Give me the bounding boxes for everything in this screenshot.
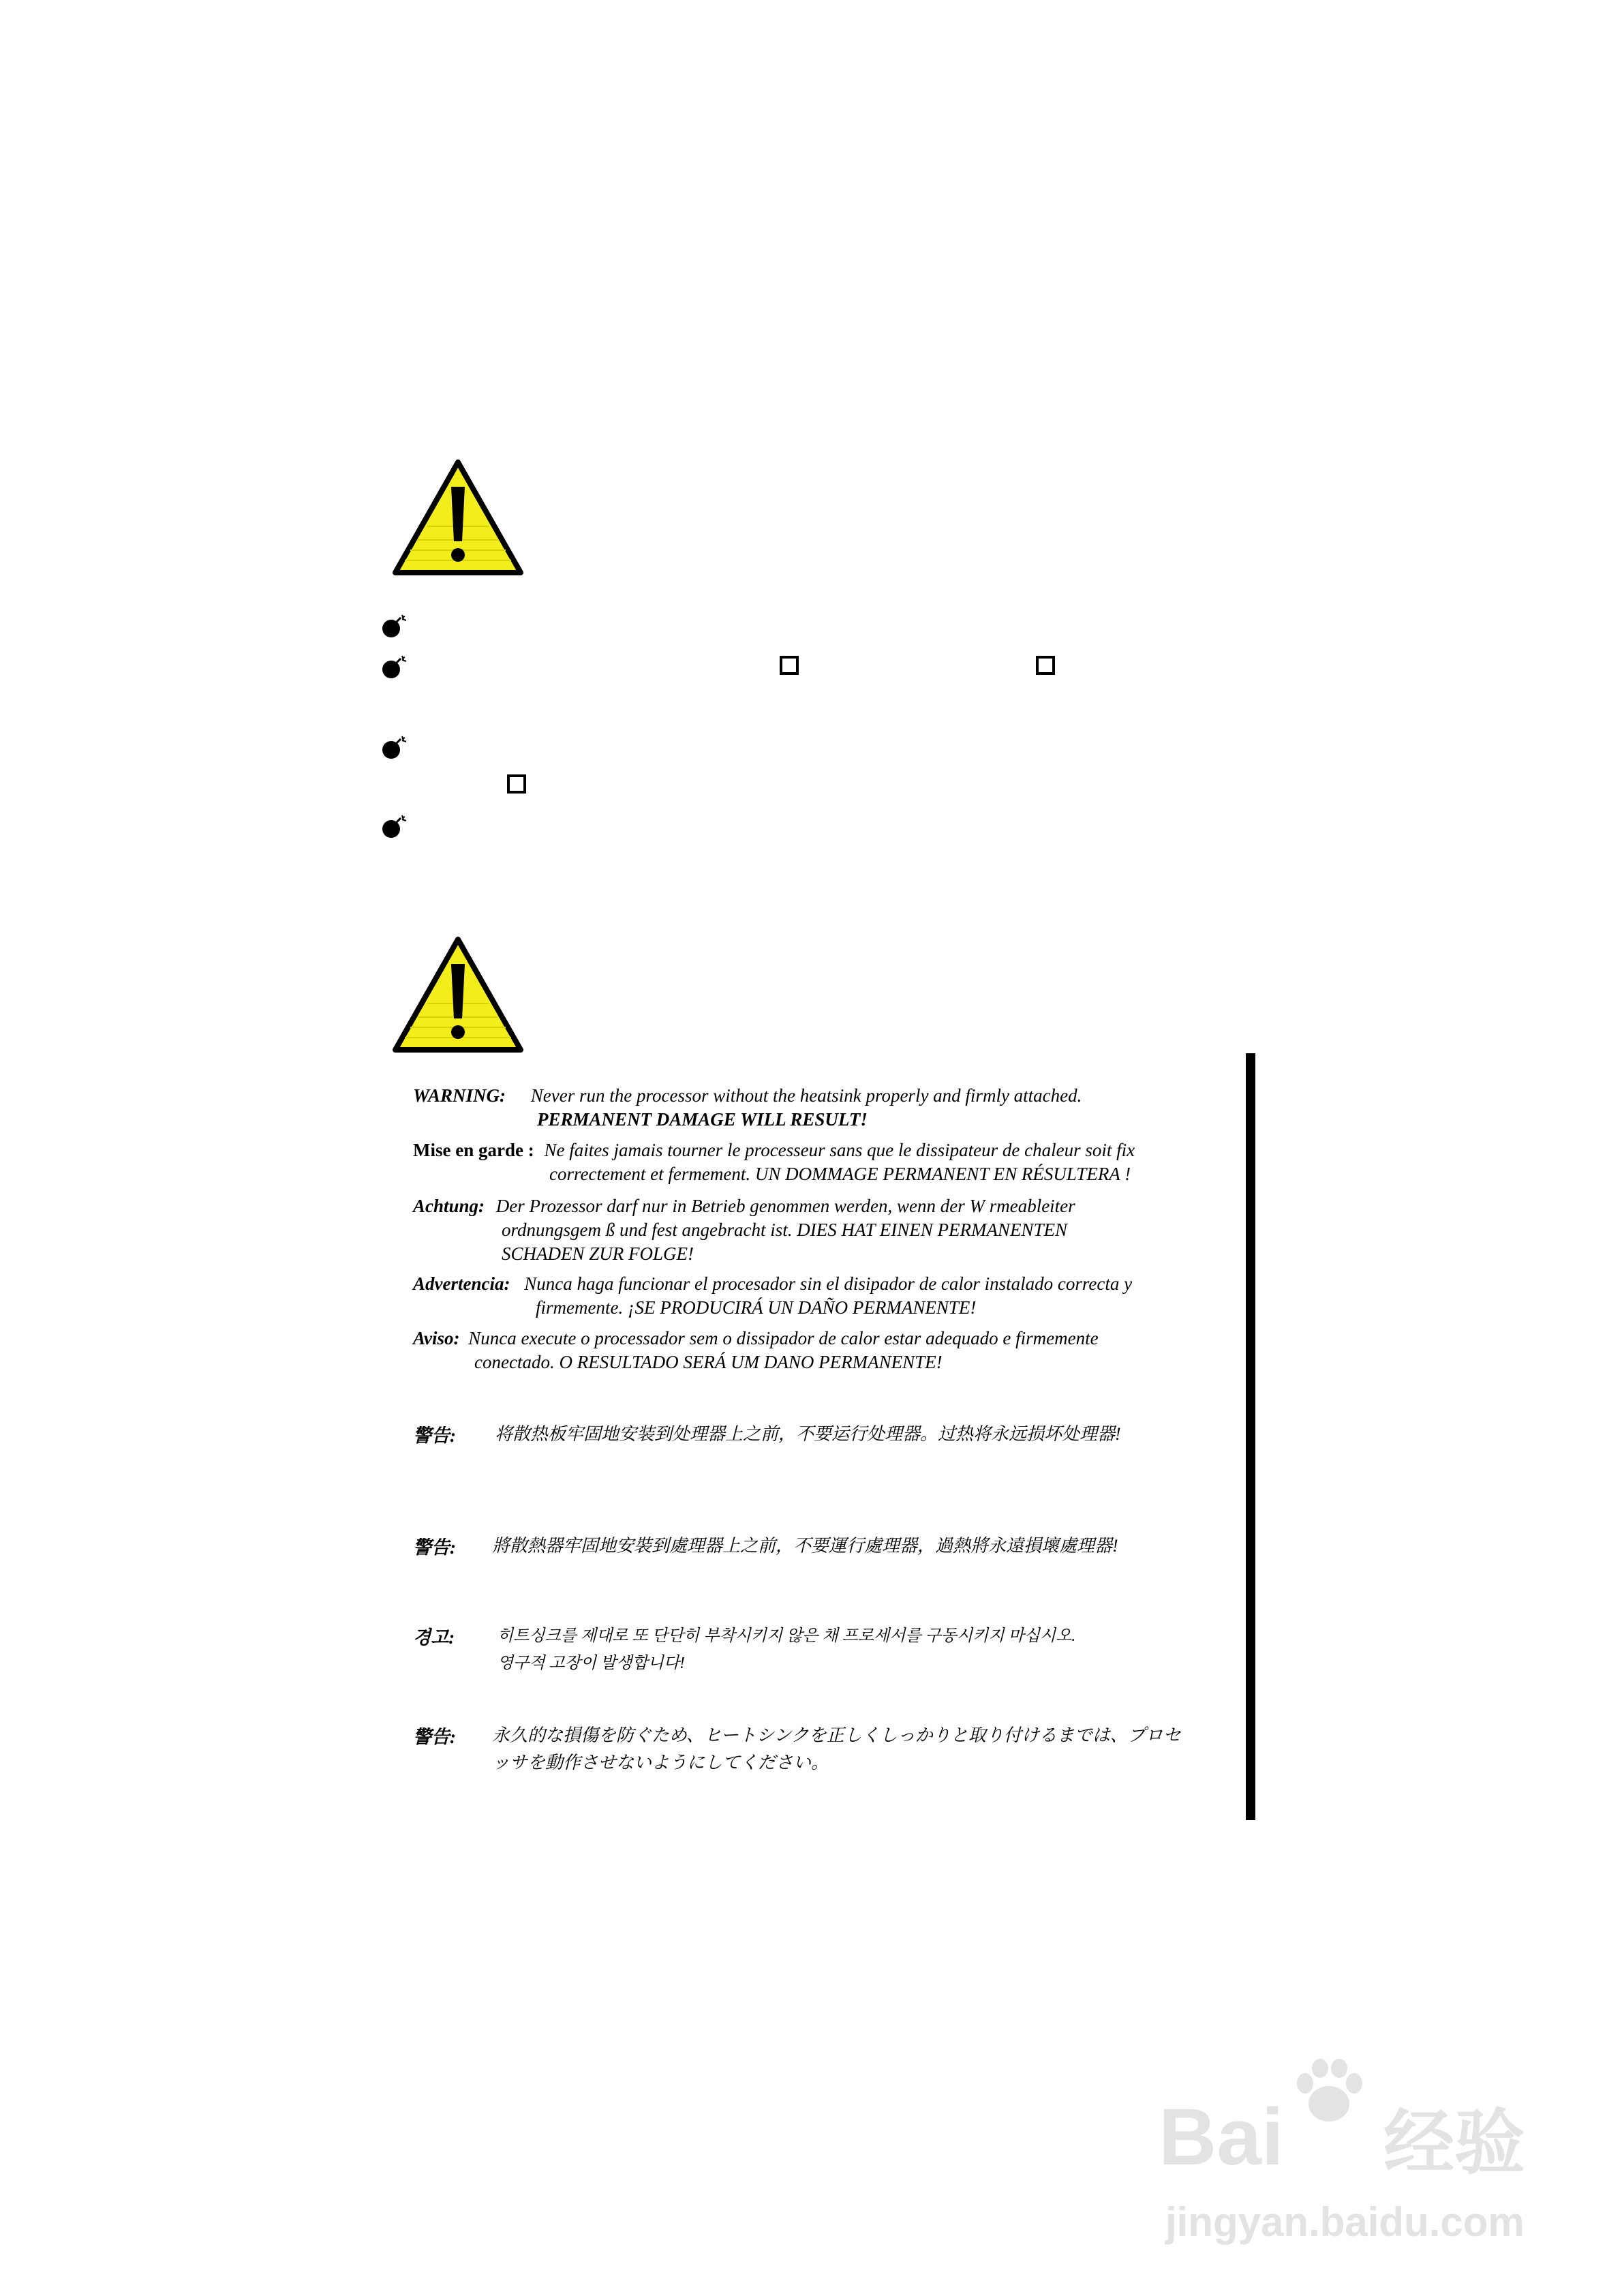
warning-text: ッサを動作させないようにしてください。: [492, 1753, 829, 1772]
warning-label: 警告:: [413, 1425, 456, 1446]
warning-label: WARNING:: [413, 1085, 506, 1106]
warning-text: 히트싱크를 제대로 또 단단히 부착시키지 않은 채 프로세서를 구동시키지 마십시오.: [498, 1627, 1076, 1645]
warning-text: SCHADEN ZUR FOLGE!: [502, 1243, 694, 1264]
warning-text: ordnungsgem ß und fest angebracht ist. DIES HAT EINEN PERMANENTEN: [502, 1220, 1067, 1240]
warning-pt: [413, 1327, 1197, 1374]
warning-text: 將散熱器牢固地安裝到處理器上之前，不要運行處理器，過熱將永遠損壞處理器!: [492, 1536, 1118, 1556]
watermark-brand-cn: 经验: [1383, 2104, 1526, 2183]
warning-text-block: [498, 1622, 1075, 1677]
warning-text: Ne faites jamais tourner le processeur sans que le dissipateur de chaleur soit fix: [544, 1140, 1135, 1160]
warning-text: Never run the processor without the heatsink properly and firmly attached.: [530, 1085, 1082, 1106]
warning-label: 警告:: [413, 1537, 456, 1558]
warning-text: 将散热板牢固地安装到处理器上之前，不要运行处理器。过热将永远损坏处理器!: [495, 1424, 1121, 1444]
warning-label: Mise en garde :: [413, 1140, 534, 1160]
warning-ko: [413, 1622, 1076, 1672]
baidu-watermark: [1159, 2059, 1540, 2263]
caution-triangle-icon: [390, 935, 526, 1058]
warning-text: 永久的な損傷を防ぐため、ヒートシンクを正しくしっかりと取り付けるまでは、プロセ: [492, 1725, 1181, 1745]
warning-text-block: [492, 1722, 1181, 1777]
watermark-brand: Bai: [1159, 2092, 1284, 2182]
warning-label: Achtung:: [413, 1196, 485, 1216]
warning-label: 警告:: [413, 1727, 456, 1747]
bomb-icon: [379, 734, 412, 761]
checkbox-glyph: [1036, 656, 1055, 675]
warning-ja: [413, 1722, 1181, 1772]
watermark-brand: du: [1298, 2113, 1371, 2179]
warning-text: firmemente. ¡SE PRODUCIRÁ UN DAÑO PERMANENTE!: [536, 1297, 977, 1318]
warning-label: 경고:: [413, 1627, 455, 1648]
warning-text: conectado. O RESULTADO SERÁ UM DANO PERMANENTE!: [474, 1352, 943, 1372]
warning-zh-tw: [413, 1532, 1118, 1559]
warning-label: Advertencia:: [413, 1273, 510, 1294]
warning-es: [413, 1272, 1197, 1320]
warning-zh-cn: [413, 1421, 1121, 1447]
warning-text: PERMANENT DAMAGE WILL RESULT!: [537, 1109, 868, 1130]
warning-text: correctement et fermement. UN DOMMAGE PERMANENT EN RÉSULTERA !: [549, 1164, 1131, 1184]
caution-triangle-icon: [390, 458, 526, 581]
bomb-icon: [379, 653, 412, 680]
warning-text: 영구적 고장이 발생합니다!: [498, 1655, 686, 1672]
checkbox-glyph: [780, 656, 799, 675]
warning-en: [413, 1084, 1197, 1132]
checkbox-glyph: [507, 774, 526, 794]
warning-fr: [413, 1138, 1197, 1186]
margin-rule: [1246, 1053, 1255, 1820]
warning-text: Nunca execute o processador sem o dissipador de calor estar adequado e firmemente: [468, 1328, 1099, 1348]
warning-de: [413, 1194, 1197, 1266]
bomb-icon: [379, 813, 412, 840]
warning-text: Der Prozessor darf nur in Betrieb genommen werden, wenn der W rmeableiter: [495, 1196, 1075, 1216]
bomb-icon: [379, 612, 412, 639]
watermark-url: jingyan.baidu.com: [1165, 2199, 1525, 2245]
warning-label: Aviso:: [413, 1328, 460, 1348]
warning-text: Nunca haga funcionar el procesador sin el disipador de calor instalado correcta y: [524, 1273, 1133, 1294]
